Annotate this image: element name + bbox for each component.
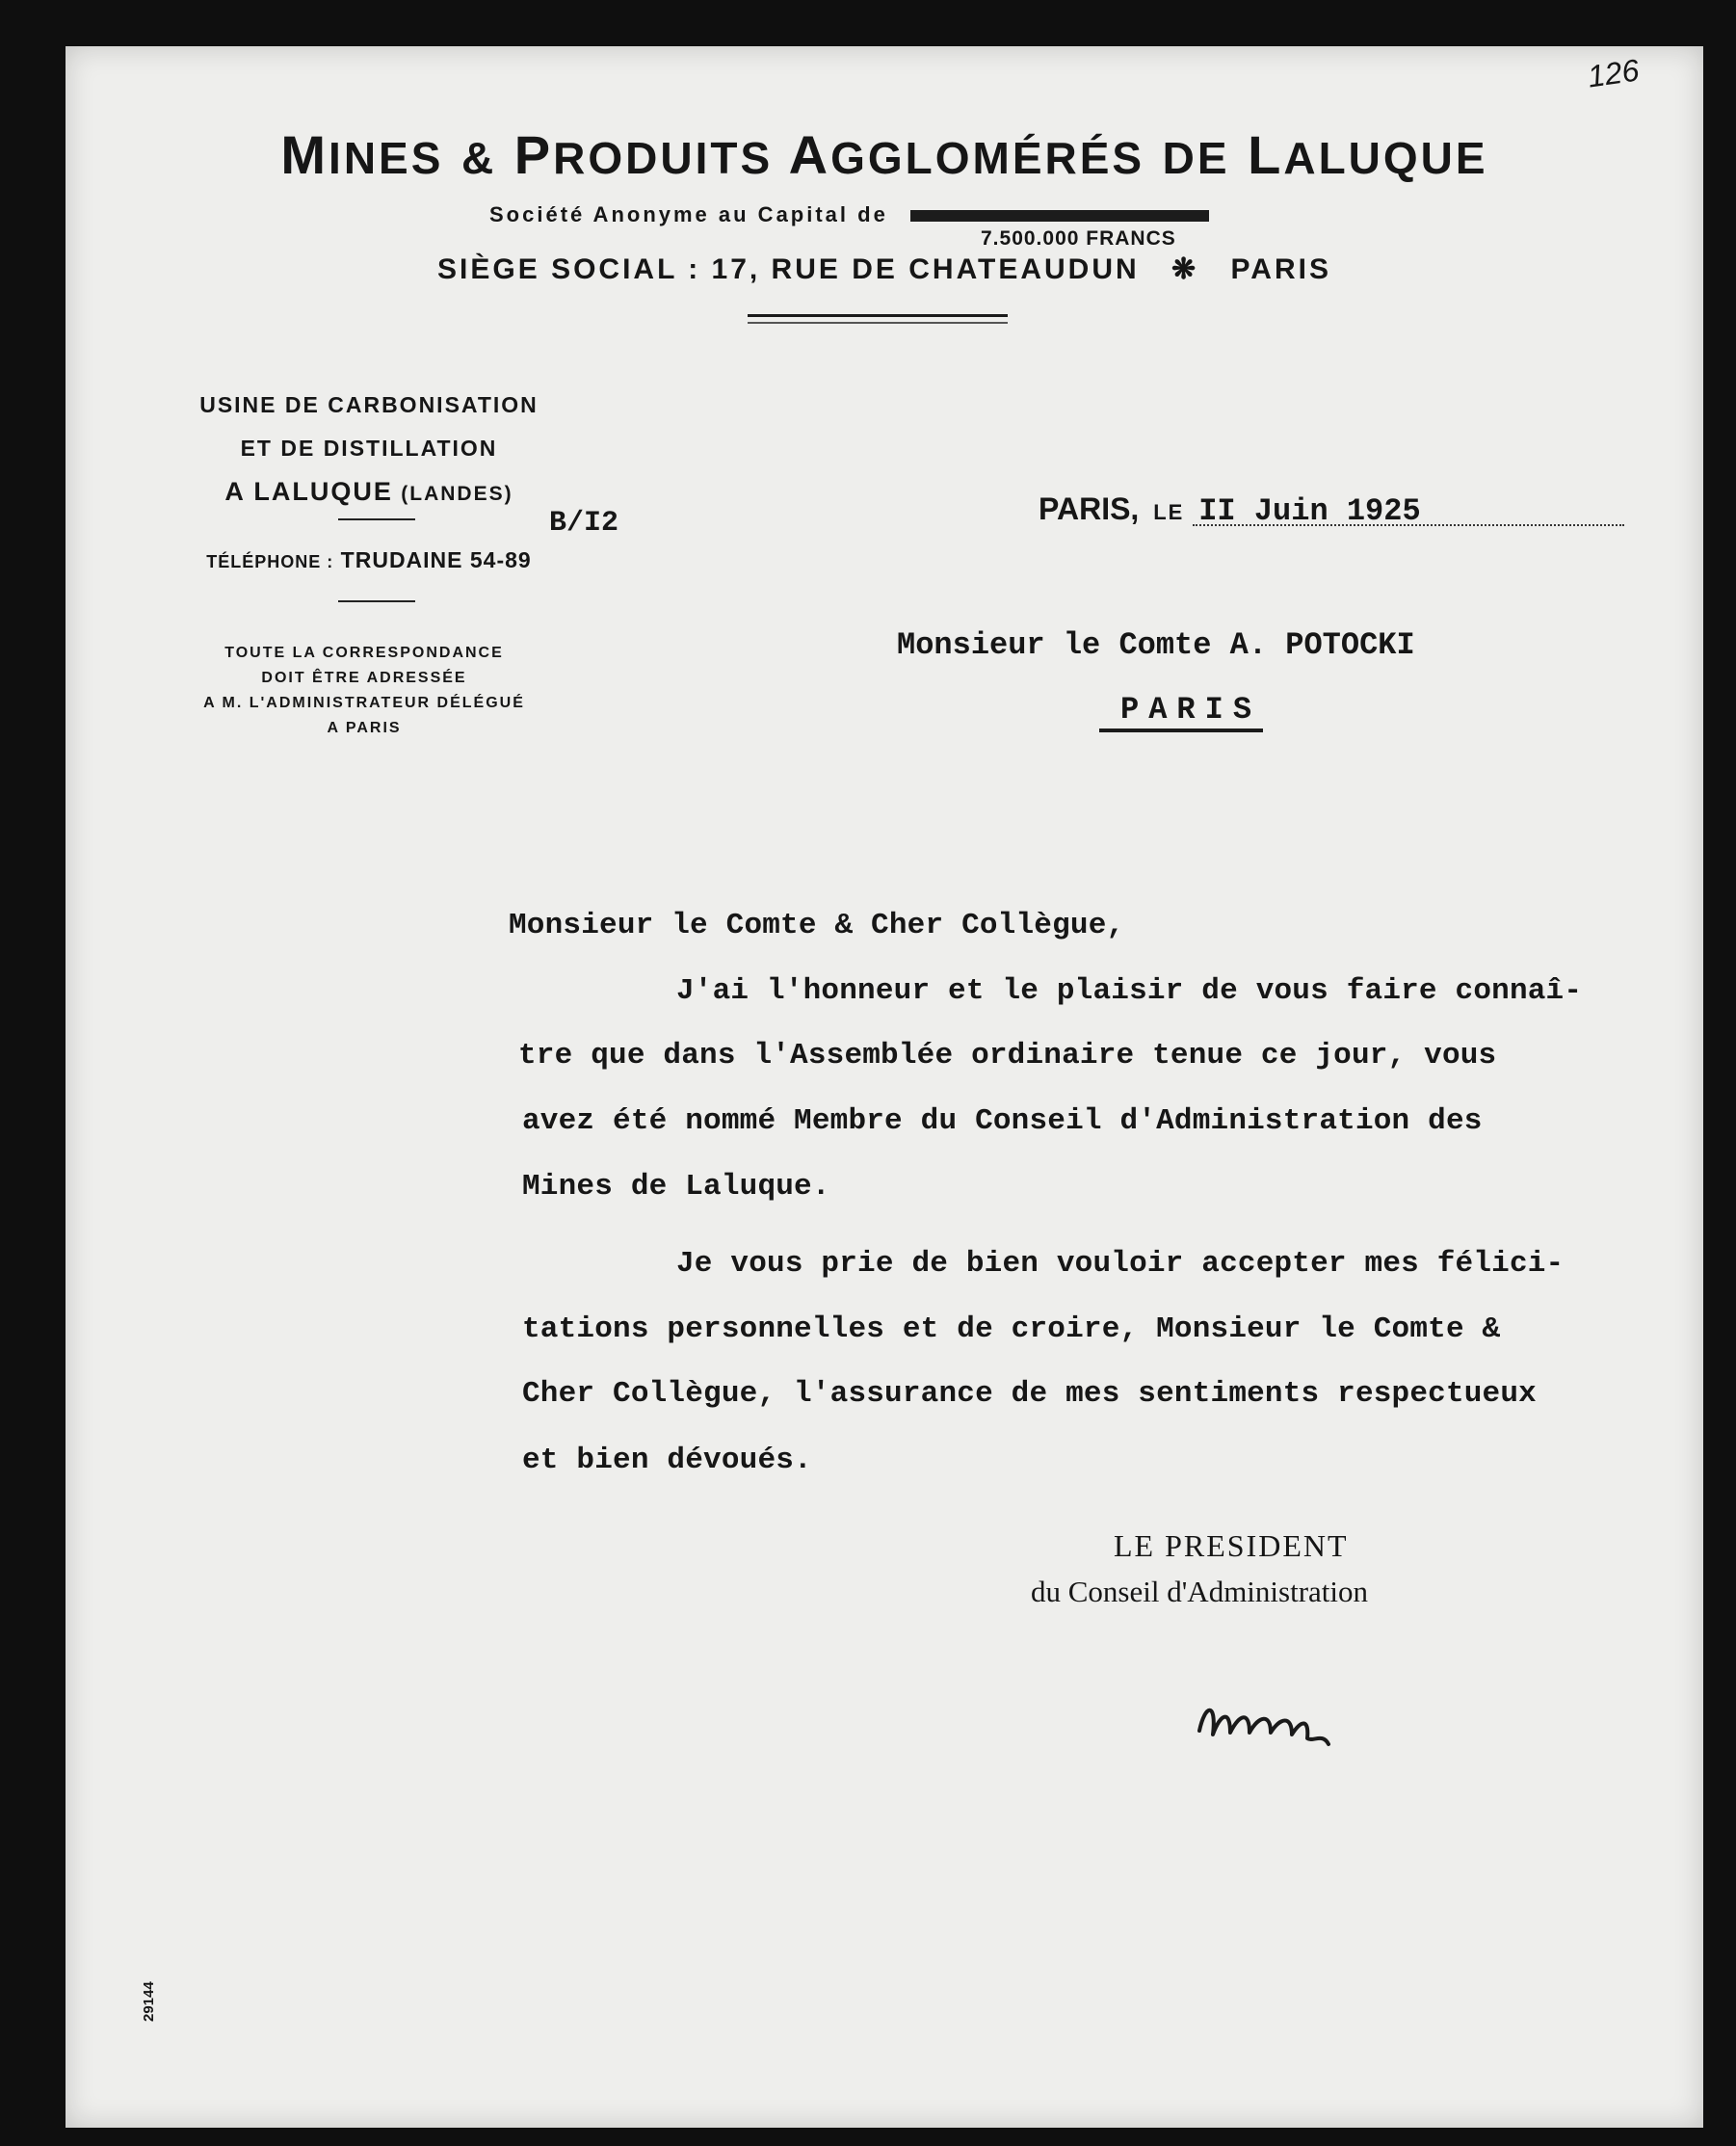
factory-line-2: ET DE DISTILLATION [240, 436, 498, 461]
body-line: tre que dans l'Assemblée ordinaire tenue ce jour, vous [518, 1039, 1497, 1073]
telephone-number: TRUDAINE 54-89 [340, 547, 532, 572]
closing-title: LE PRESIDENT [1114, 1528, 1349, 1563]
body-line: Cher Collègue, l'assurance de mes sentiments respectueux [522, 1377, 1537, 1411]
body-line: tations personnelles et de croire, Monsieur le Comte & [522, 1312, 1501, 1346]
capital-line [489, 202, 1209, 227]
head-office-line [66, 252, 1703, 286]
date-city: PARIS, [1039, 491, 1140, 526]
body-line: Mines de Laluque. [522, 1170, 830, 1204]
company-name: MINES & PRODUITS AGGLOMÉRÉS DE LALUQUE [280, 124, 1488, 185]
struck-capital-amount [910, 210, 1209, 222]
date-le: LE [1153, 500, 1185, 524]
letter-sheet [66, 46, 1703, 2128]
body-line: et bien dévoués. [522, 1444, 812, 1477]
divider [338, 600, 415, 602]
telephone-label: TÉLÉPHONE : [206, 552, 334, 571]
body-line: avez été nommé Membre du Conseil d'Administration des [522, 1104, 1483, 1138]
letterhead-rule-secondary [748, 322, 1008, 324]
factory-line-3: A LALUQUE (LANDES) [224, 477, 513, 506]
addressee-city-underline [1099, 729, 1263, 732]
body-line: Je vous prie de bien vouloir accepter mes félici- [676, 1247, 1565, 1281]
print-reference: 29144 [141, 1981, 157, 2022]
factory-block [152, 384, 586, 516]
capital-label: Société Anonyme au Capital de [489, 202, 888, 226]
closing-subtitle: du Conseil d'Administration [1031, 1575, 1369, 1608]
reference-code: B/I2 [549, 507, 619, 540]
addressee-city: PARIS [1120, 692, 1262, 728]
date-value: II Juin 1925 [1198, 493, 1421, 529]
letterhead-rule [748, 314, 1008, 317]
head-office-address: SIÈGE SOCIAL : 17, RUE DE CHATEAUDUN [437, 253, 1140, 285]
salutation: Monsieur le Comte & Cher Collègue, [509, 909, 1125, 942]
correspondence-note: TOUTE LA CORRESPONDANCE DOIT ÊTRE ADRESSÉE A M. L'ADMINISTRATEUR DÉLÉGUÉ A PARIS [203, 645, 525, 736]
star-icon: ❋ [1171, 253, 1199, 285]
date-dotted-rule [1193, 524, 1624, 526]
addressee-name: Monsieur le Comte A. POTOCKI [897, 627, 1415, 663]
capital-amount: 7.500.000 FRANCS [981, 227, 1176, 250]
divider [338, 518, 415, 520]
telephone-line [152, 547, 586, 573]
signature-icon [1188, 1675, 1438, 1762]
folio-number: 126 [1585, 52, 1642, 94]
factory-line-1: USINE DE CARBONISATION [199, 392, 539, 417]
body-line: J'ai l'honneur et le plaisir de vous faire connaî- [676, 974, 1583, 1008]
head-office-city: PARIS [1230, 253, 1331, 285]
